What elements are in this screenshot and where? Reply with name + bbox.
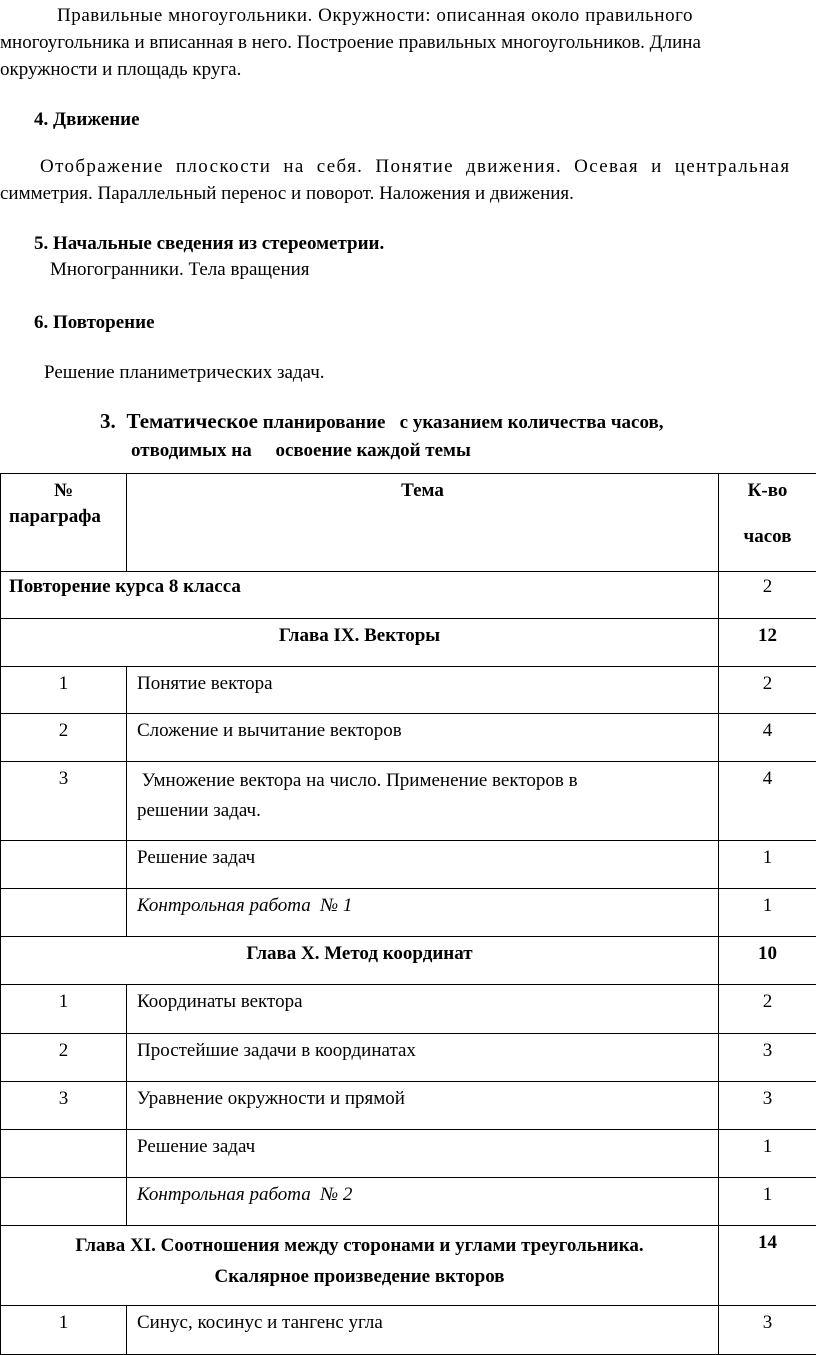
row-hours: 3 — [719, 1034, 816, 1082]
row-hours: 4 — [719, 762, 816, 841]
table-header-row — [1, 474, 816, 572]
table-row — [1, 889, 816, 937]
row-topic: Понятие вектора — [127, 667, 719, 714]
row-num: 2 — [1, 714, 127, 762]
section-text-5: Многогранники. Тела вращения — [50, 259, 310, 280]
table-row — [1, 1034, 816, 1082]
table-row — [1, 1082, 816, 1130]
thematic-title-big: Тематическое — [126, 409, 258, 433]
row-hours: 3 — [719, 1306, 816, 1355]
row-hours: 2 — [719, 667, 816, 714]
chapter-row — [1, 937, 816, 985]
table-row — [1, 1178, 816, 1226]
row-hours: 1 — [719, 841, 816, 889]
thematic-plan-table — [0, 473, 816, 1355]
section-text-6: Решение планиметрических задач. — [44, 362, 325, 383]
section-heading-5: 5. Начальные сведения из стереометрии. — [34, 233, 385, 254]
intro-line-1: Правильные многоугольники. Окружности: описанная около правильного — [57, 5, 694, 26]
table-row — [1, 985, 816, 1034]
thematic-title — [100, 407, 664, 465]
intro-line-3: окружности и площадь круга. — [0, 59, 242, 80]
chapter-title: Глава X. Метод координат — [1, 937, 719, 985]
row-hours: 1 — [719, 1130, 816, 1178]
table-row — [1, 762, 816, 841]
thematic-title-num: 3. — [100, 409, 116, 433]
row-topic: Уравнение окружности и прямой — [127, 1082, 719, 1130]
header-num: № параграфа — [1, 474, 127, 572]
row-hours: 4 — [719, 714, 816, 762]
chapter-title: Глава IX. Векторы — [1, 619, 719, 667]
chapter-row — [1, 619, 816, 667]
row-num — [1, 841, 127, 889]
intro-line-2: многоугольника и вписанная в него. Построение правильных многоугольников. Длина — [0, 32, 701, 53]
row-hours: 1 — [719, 1178, 816, 1226]
row-num — [1, 1130, 127, 1178]
row-hours: 3 — [719, 1082, 816, 1130]
chapter-title: Глава XI. Соотношения между сторонами и углами треугольника. Скалярное произведение вкторов — [1, 1226, 719, 1306]
thematic-title-line2: отводимых на освоение каждой темы — [131, 440, 471, 461]
chapter-hours: 12 — [719, 619, 816, 667]
table-row — [1, 1306, 816, 1355]
row-topic: Координаты вектора — [127, 985, 719, 1034]
section-row-title: Повторение курса 8 класса — [1, 572, 719, 619]
header-topic: Тема — [127, 474, 719, 572]
table-row — [1, 667, 816, 714]
row-hours: 2 — [719, 572, 816, 619]
row-hours: 2 — [719, 985, 816, 1034]
table-row — [1, 572, 816, 619]
table-row — [1, 841, 816, 889]
row-topic: Решение задач — [127, 1130, 719, 1178]
row-num: 3 — [1, 1082, 127, 1130]
row-topic: Синус, косинус и тангенс угла — [127, 1306, 719, 1355]
row-num: 1 — [1, 1306, 127, 1355]
row-topic: Контрольная работа № 1 — [127, 889, 719, 937]
row-num: 3 — [1, 762, 127, 841]
row-num — [1, 1178, 127, 1226]
header-hours: К-во часов — [719, 474, 816, 572]
table-row — [1, 714, 816, 762]
row-num: 2 — [1, 1034, 127, 1082]
thematic-title-rest: планирование с указанием количества часов, — [257, 412, 664, 433]
section-heading-6: 6. Повторение — [34, 312, 155, 333]
section-heading-4: 4. Движение — [34, 109, 140, 130]
row-num — [1, 889, 127, 937]
row-topic: Решение задач — [127, 841, 719, 889]
section-4-line-1: Отображение плоскости на себя. Понятие движения. Осевая и центральная — [40, 156, 791, 177]
section-text-4 — [0, 153, 816, 207]
row-hours: 1 — [719, 889, 816, 937]
intro-paragraph — [0, 2, 816, 83]
chapter-hours: 14 — [719, 1226, 816, 1306]
chapter-row — [1, 1226, 816, 1306]
table-row — [1, 1130, 816, 1178]
row-topic: Сложение и вычитание векторов — [127, 714, 719, 762]
row-topic: Простейшие задачи в координатах — [127, 1034, 719, 1082]
row-num: 1 — [1, 667, 127, 714]
row-topic: Контрольная работа № 2 — [127, 1178, 719, 1226]
section-4-line-2: симметрия. Параллельный перенос и поворот. Наложения и движения. — [0, 183, 574, 204]
row-num: 1 — [1, 985, 127, 1034]
chapter-hours: 10 — [719, 937, 816, 985]
row-topic: Умножение вектора на число. Применение векторов в решении задач. — [127, 762, 719, 841]
